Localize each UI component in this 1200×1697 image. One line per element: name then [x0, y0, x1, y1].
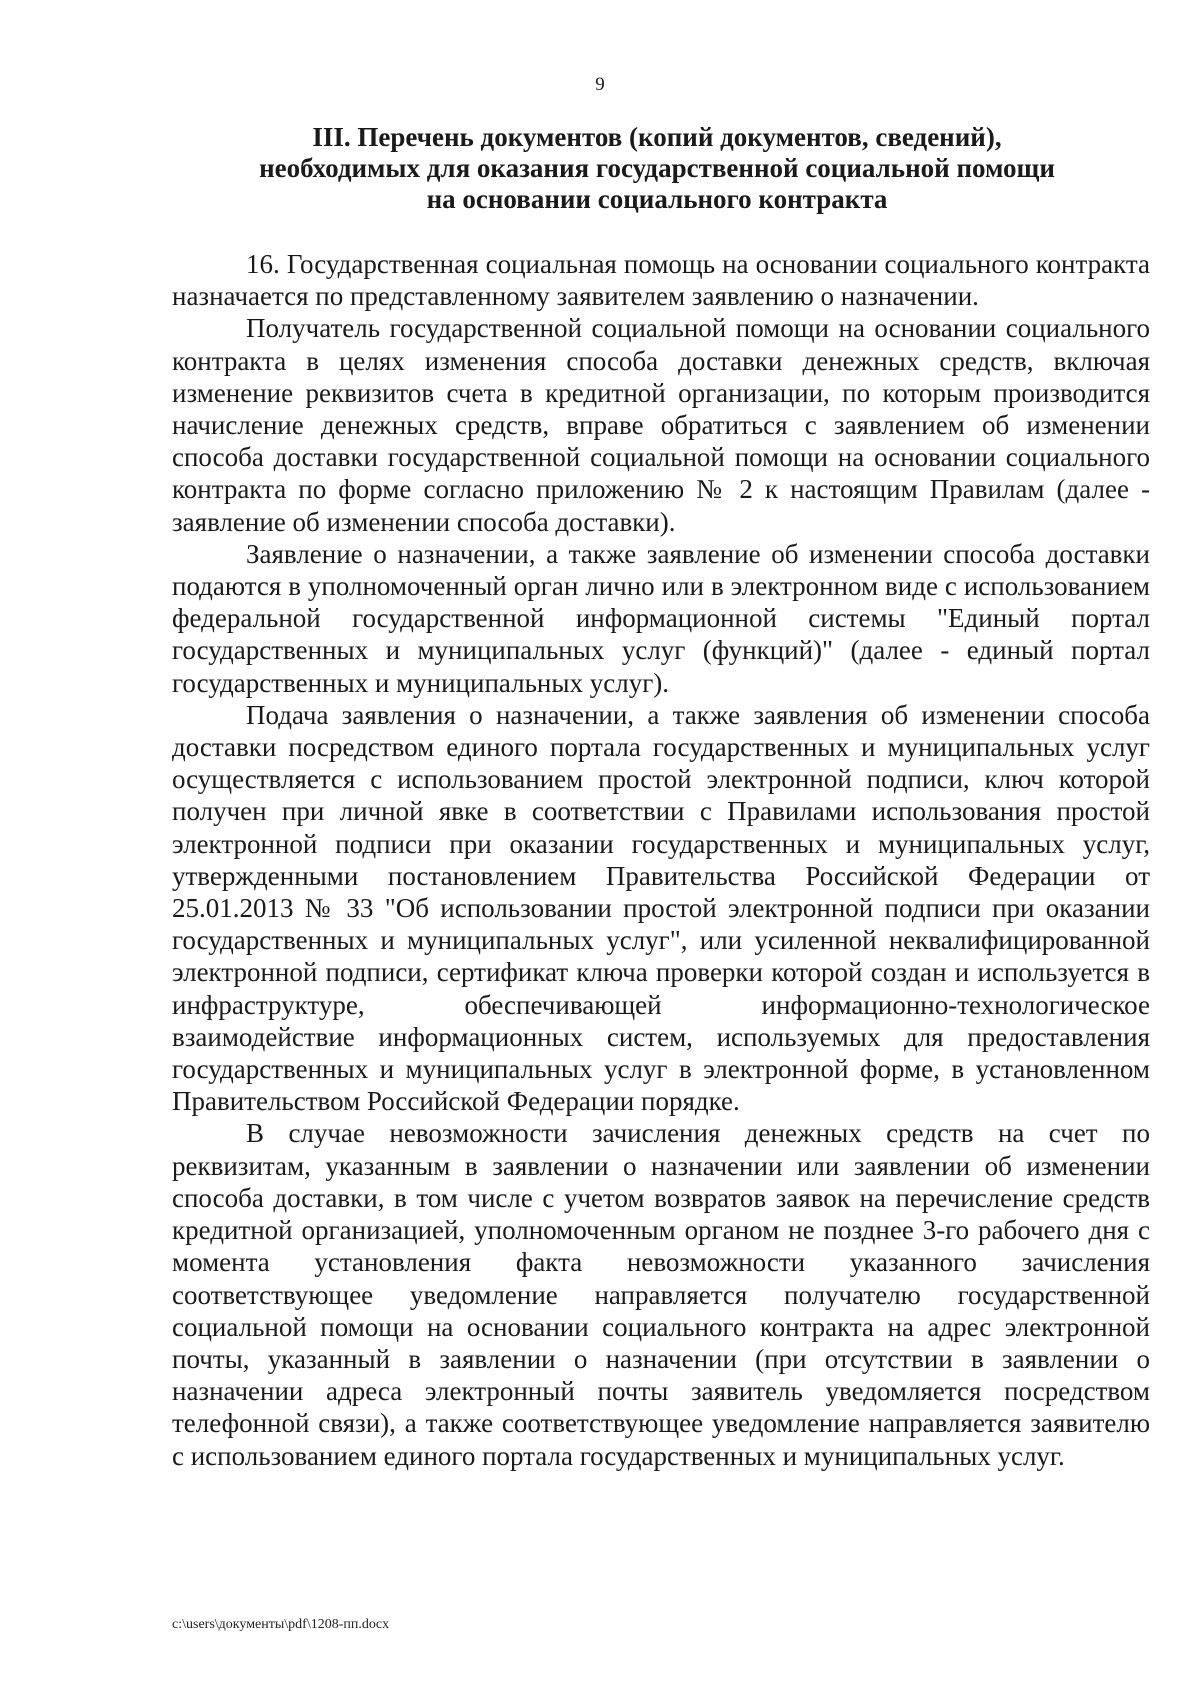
footer-file-path: c:\users\документы\pdf\1208-пп.docx [172, 1617, 390, 1632]
paragraph-recipient-change: Получатель государственной социальной помощи на основании социального контракта в целях изменения способа доставки денежных средств, включая изменение реквизитов счета в кредитной организации, по которым производится начисление денежных средств, вправе обратиться с заявлением об изменении способа доставки государственной социальной помощи на основании социального контракта по форме согласно приложению № 2 к настоящим Правилам (далее - заявление об изменении способа доставки). [172, 313, 1150, 537]
body-text [172, 248, 1150, 1472]
paragraph-application-submission: Заявление о назначении, а также заявление об изменении способа доставки подаются в уполномоченный орган лично или в электронном виде с использованием федеральной государственной информационной системы "Единый портал государственных и муниципальных услуг (функций)" (далее - единый портал государственных и муниципальных услуг). [172, 538, 1150, 698]
page-number: 9 [595, 74, 605, 95]
section-heading-line: на основании социального контракта [426, 184, 888, 214]
section-heading-line: III. Перечень документов (копий документов, сведений), [312, 122, 1002, 152]
paragraph-16: 16. Государственная социальная помощь на основании социального контракта назначается по представленному заявителем заявлению о назначении. [172, 249, 1150, 312]
section-heading-line: необходимых для оказания государственной социальной помощи [259, 153, 1055, 183]
section-heading [200, 122, 1114, 215]
paragraph-electronic-signature: Подача заявления о назначении, а также заявления об изменении способа доставки посредством единого портала государственных и муниципальных услуг осуществляется с использованием простой электронной подписи, ключ которой получен при личной явке в соответствии с Правилами использования простой электронной подписи при оказании государственных и муниципальных услуг, утвержденными постановлением Правительства Российской Федерации от 25.01.2013 № 33 "Об использовании простой электронной подписи при оказании государственных и муниципальных услуг", или усиленной неквалифицированной электронной подписи, сертификат ключа проверки которой создан и используется в инфраструктуре, обеспечивающей информационно-технологическое взаимодействие информационных систем, используемых для предоставления государственных и муниципальных услуг в электронной форме, в установленном Правительством Российской Федерации порядке. [172, 699, 1150, 1117]
paragraph-crediting-failure: В случае невозможности зачисления денежных средств на счет по реквизитам, указанным в заявлении о назначении или заявлении об изменении способа доставки, в том числе с учетом возвратов заявок на перечисление средств кредитной организацией, уполномоченным органом не позднее 3-го рабочего дня с момента установления факта невозможности указанного зачисления соответствующее уведомление направляется получателю государственной социальной помощи на основании социального контракта на адрес электронной почты, указанный в заявлении о назначении (при отсутствии в заявлении о назначении адреса электронный почты заявитель уведомляется посредством телефонной связи), а также соответствующее уведомление направляется заявителю с использованием единого портала государственных и муниципальных услуг. [172, 1118, 1150, 1471]
